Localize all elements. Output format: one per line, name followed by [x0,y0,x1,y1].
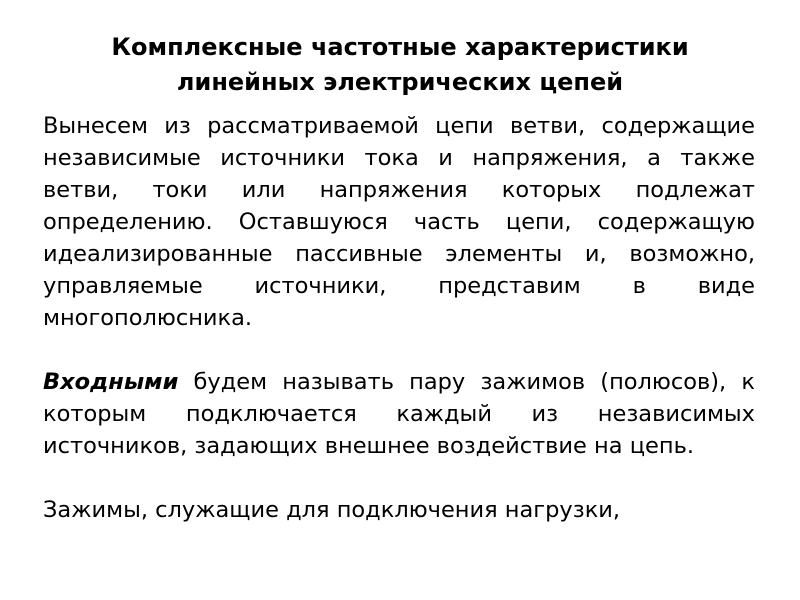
paragraph-3: Зажимы, служащие для подключения нагрузки, [43,497,621,523]
slide-title [0,30,800,100]
paragraph-2-text: будем называть пару зажимов (полюсов), к которым подключается каждый из независимых источников, задающих внешнее воздействие на цепь. [43,369,755,459]
paragraph-spacer [43,334,755,366]
paragraph-2 [43,366,755,462]
paragraph-spacer [43,462,755,494]
title-line-2: линейных электрических цепей [176,68,624,96]
paragraph-1: Вынесем из рассматриваемой цепи ветви, содержащие независимые источники тока и напряжения, а также ветви, токи или напряжения которых подлежат определению. Оставшуюся часть цепи, содержащую идеализированные пассивные элементы и, возможно, управляемые источники, представим в виде многополюсника. [43,113,755,331]
title-line-1: Комплексные частотные характеристики [111,33,689,61]
term-input-terminals: Входными [43,369,179,395]
slide-body [43,110,755,526]
